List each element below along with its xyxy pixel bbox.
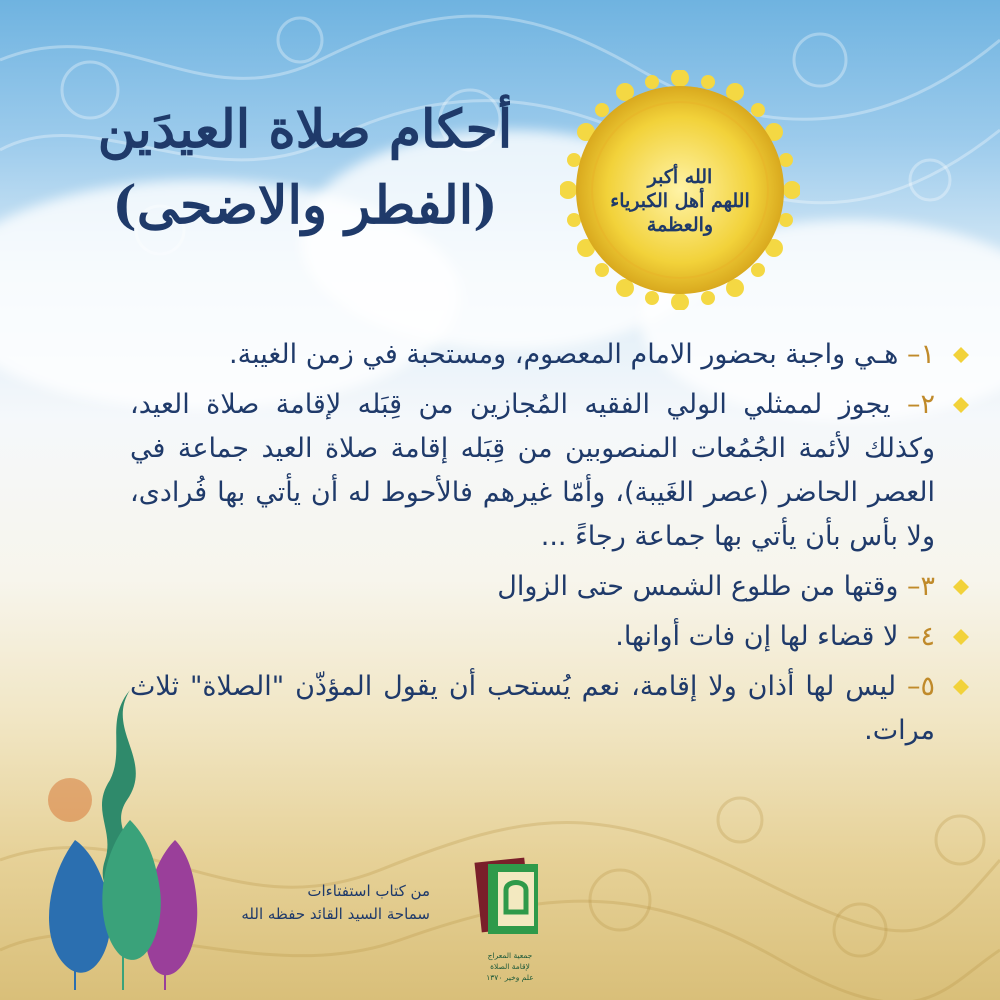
rule-item bbox=[130, 615, 985, 659]
decorative-lamps-icon bbox=[35, 690, 215, 990]
source-credit: من كتاب استفتاءات سماحة السيد القائد حفظه الله bbox=[241, 882, 430, 923]
page-title: أحكام صلاة العيدَين bbox=[97, 99, 513, 160]
rule-item bbox=[130, 333, 985, 377]
rule-number: ٣– bbox=[906, 571, 935, 602]
rule-item bbox=[130, 383, 985, 559]
rule-number: ٢– bbox=[906, 389, 935, 420]
rule-text: وقتها من طلوع الشمس حتى الزوال bbox=[497, 571, 899, 602]
rule-text: يجوز لممثلي الولي الفقيه المُجازين من قِبَله لإقامة صلاة العيد، وكذلك لأئمة الجُمُعات المنصوبين من قِبَله إقامة صلاة العيد جماعة في العصر الحاضر (عصر الغَيبة)، وأمّا غيرهم فالأحوط له أن يأتي بها فُرادى، ولا بأس بأن يأتي بها جماعة رجاءً ... bbox=[130, 389, 935, 552]
logo-caption: جمعية المعراج لإقامة الصلاة علم وخير ١٣٧٠ bbox=[486, 951, 534, 982]
rule-text: ليس لها أذان ولا إقامة، نعم يُستحب أن يقول المؤذّن "الصلاة" ثلاث مرات. bbox=[130, 671, 935, 746]
diamond-bullet-icon bbox=[953, 347, 969, 363]
rule-number: ٥– bbox=[906, 671, 935, 702]
diamond-bullet-icon bbox=[953, 579, 969, 595]
rules-list bbox=[130, 333, 985, 759]
page-subtitle: (الفطر والاضحى) bbox=[112, 175, 498, 236]
rule-text: لا قضاء لها إن فات أوانها. bbox=[615, 621, 899, 652]
rule-item bbox=[130, 665, 985, 753]
rule-number: ١– bbox=[906, 339, 935, 370]
diamond-bullet-icon bbox=[953, 679, 969, 695]
diamond-bullet-icon bbox=[953, 629, 969, 645]
medallion-calligraphy: الله أكبر اللهم أهل الكبرياء والعظمة bbox=[610, 166, 750, 236]
rule-item bbox=[130, 565, 985, 609]
rule-text: هـي واجبة بحضور الامام المعصوم، ومستحبة في زمن الغيبة. bbox=[229, 339, 899, 370]
diamond-bullet-icon bbox=[953, 397, 969, 413]
title-block bbox=[60, 95, 550, 241]
rule-number: ٤– bbox=[906, 621, 935, 652]
